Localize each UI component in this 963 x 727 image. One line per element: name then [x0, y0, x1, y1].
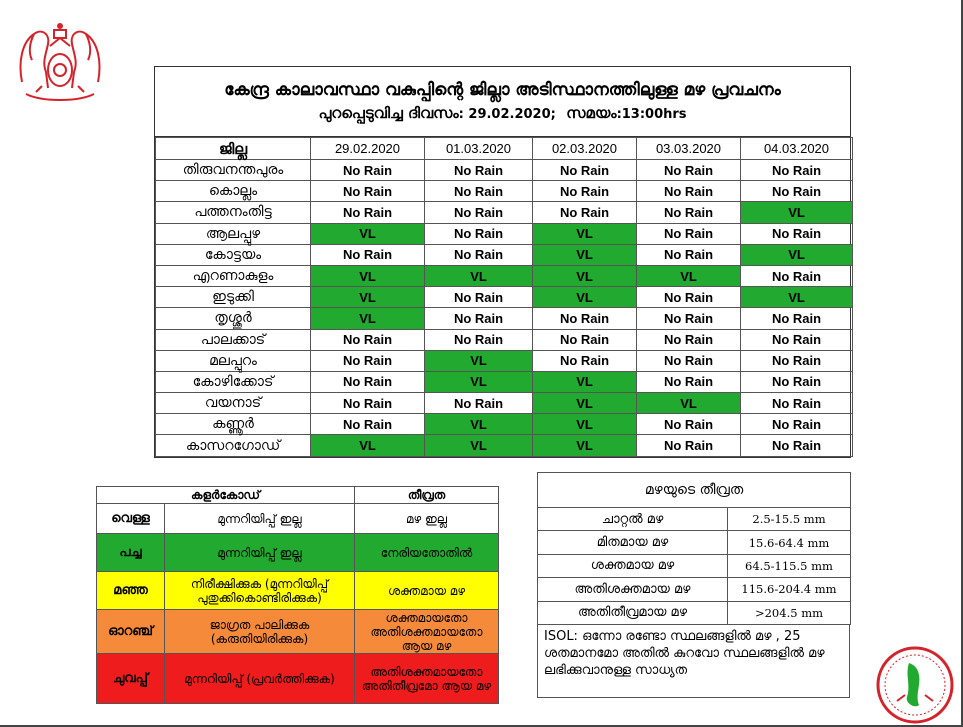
forecast-cell: No Rain	[637, 435, 741, 456]
forecast-cell: VL	[425, 265, 533, 286]
forecast-cell: No Rain	[425, 308, 533, 329]
forecast-cell: No Rain	[533, 202, 637, 223]
forecast-cell: VL	[425, 371, 533, 392]
forecast-cell: No Rain	[311, 329, 425, 350]
forecast-cell: No Rain	[637, 371, 741, 392]
forecast-cell: No Rain	[311, 181, 425, 202]
district-name: തിരുവനന്തപുരം	[156, 160, 311, 181]
time-value: :13:00hrs	[616, 107, 687, 122]
district-name: ഇടുക്കി	[156, 287, 311, 308]
district-name: മലപ്പുറം	[156, 350, 311, 371]
forecast-cell: VL	[311, 287, 425, 308]
time-label: സമയം	[566, 104, 617, 122]
district-column-header: ജില്ല	[156, 138, 311, 160]
forecast-cell: VL	[741, 202, 853, 223]
legend-meaning: മുന്നറിയിപ്പ് (പ്രവർത്തിക്കുക)	[165, 654, 355, 704]
forecast-panel	[154, 66, 851, 458]
forecast-cell: No Rain	[425, 202, 533, 223]
issued-label: പുറപ്പെടുവിച്ച ദിവസം	[318, 104, 459, 122]
forecast-cell: No Rain	[637, 160, 741, 181]
intensity-row	[538, 601, 851, 624]
forecast-cell: No Rain	[533, 308, 637, 329]
forecast-row	[156, 244, 853, 265]
forecast-cell: No Rain	[533, 350, 637, 371]
forecast-cell: No Rain	[741, 435, 853, 456]
forecast-cell: VL	[311, 265, 425, 286]
forecast-cell: No Rain	[425, 244, 533, 265]
forecast-cell: No Rain	[533, 181, 637, 202]
forecast-cell: No Rain	[637, 202, 741, 223]
intensity-title: മഴയുടെ തീവ്രത	[538, 473, 851, 508]
forecast-cell: No Rain	[311, 350, 425, 371]
forecast-cell: No Rain	[311, 202, 425, 223]
forecast-cell: VL	[741, 244, 853, 265]
forecast-cell: VL	[311, 223, 425, 244]
intensity-category: മിതമായ മഴ	[538, 531, 728, 554]
forecast-cell: No Rain	[637, 287, 741, 308]
district-name: കോട്ടയം	[156, 244, 311, 265]
intensity-row	[538, 531, 851, 554]
district-name: കാസറഗോഡ്	[156, 435, 311, 456]
forecast-cell: VL	[533, 244, 637, 265]
forecast-table	[155, 137, 853, 457]
forecast-cell: No Rain	[311, 244, 425, 265]
legend-severity: ശക്തമായതോ അതിശക്തമായതോ ആയ മഴ	[355, 610, 499, 654]
forecast-cell: VL	[425, 414, 533, 435]
forecast-row	[156, 181, 853, 202]
forecast-cell: VL	[425, 435, 533, 456]
forecast-cell: No Rain	[637, 329, 741, 350]
forecast-cell: No Rain	[311, 371, 425, 392]
forecast-cell: No Rain	[425, 181, 533, 202]
legend-row-white	[97, 504, 499, 534]
forecast-cell: VL	[533, 414, 637, 435]
forecast-cell: No Rain	[425, 329, 533, 350]
legend-row-orange	[97, 610, 499, 654]
date-column-header: 02.03.2020	[533, 138, 637, 160]
forecast-cell: VL	[311, 308, 425, 329]
forecast-row	[156, 414, 853, 435]
district-name: പാലക്കാട്	[156, 329, 311, 350]
forecast-cell: No Rain	[425, 393, 533, 414]
legend-color-name: വെള്ള	[97, 504, 165, 534]
imd-logo-icon	[875, 645, 955, 725]
isol-note: ISOL: ഒന്നോ രണ്ടോ സ്ഥലങ്ങളിൽ മഴ , 25 ശതമാനമോ അതിൽ കുറവോ സ്ഥലങ്ങളിൽ മഴ ലഭിക്കുവാനുള്ള സാധ്യത	[537, 624, 850, 698]
forecast-cell: No Rain	[311, 160, 425, 181]
forecast-cell: VL	[533, 223, 637, 244]
forecast-row	[156, 393, 853, 414]
forecast-row	[156, 308, 853, 329]
issued-date: : 29.02.2020;	[458, 107, 556, 122]
rain-intensity-table	[537, 472, 851, 625]
date-column-header: 03.03.2020	[637, 138, 741, 160]
forecast-body	[156, 160, 853, 457]
forecast-row	[156, 371, 853, 392]
forecast-row	[156, 329, 853, 350]
legend-severity: ശക്തമായ മഴ	[355, 572, 499, 610]
legend-meaning: ജാഗ്രത പാലിക്കുക (കരുതിയിരിക്കുക)	[165, 610, 355, 654]
intensity-header-row	[538, 473, 851, 508]
intensity-range: 2.5-15.5 mm	[728, 508, 851, 531]
forecast-cell: VL	[637, 265, 741, 286]
district-name: ആലപ്പുഴ	[156, 223, 311, 244]
intensity-row	[538, 554, 851, 577]
forecast-header	[155, 67, 850, 137]
intensity-category: ചാറ്റൽ മഴ	[538, 508, 728, 531]
forecast-cell: VL	[425, 350, 533, 371]
legend-meaning: നിരീക്ഷിക്കുക (മുന്നറിയിപ്പ് പുതുക്കികൊണ്ടിരിക്കുക)	[165, 572, 355, 610]
forecast-cell: No Rain	[637, 350, 741, 371]
district-name: കൊല്ലം	[156, 181, 311, 202]
forecast-cell: No Rain	[637, 308, 741, 329]
forecast-cell: No Rain	[741, 265, 853, 286]
forecast-cell: No Rain	[637, 223, 741, 244]
intensity-range: >204.5 mm	[728, 601, 851, 624]
forecast-title: കേന്ദ്ര കാലാവസ്ഥാ വകുപ്പിന്റെ ജില്ലാ അടിസ്ഥാനത്തിലുള്ള മഴ പ്രവചനം	[224, 80, 781, 100]
legend-color-name: പച്ച	[97, 534, 165, 572]
forecast-row	[156, 202, 853, 223]
forecast-cell: VL	[533, 393, 637, 414]
legend-header-code: കളർകോഡ്	[97, 487, 355, 504]
intensity-row	[538, 508, 851, 531]
legend-severity: നേരിയതോതിൽ	[355, 534, 499, 572]
forecast-cell: No Rain	[637, 414, 741, 435]
legend-row-yellow	[97, 572, 499, 610]
forecast-cell: No Rain	[533, 160, 637, 181]
date-column-header: 29.02.2020	[311, 138, 425, 160]
forecast-cell: VL	[637, 393, 741, 414]
legend-severity: മഴ ഇല്ല	[355, 504, 499, 534]
forecast-cell: No Rain	[741, 223, 853, 244]
legend-header-row	[97, 487, 499, 504]
intensity-category: അതിതീവ്രമായ മഴ	[538, 601, 728, 624]
district-name: പത്തനംതിട്ട	[156, 202, 311, 223]
legend-row-red	[97, 654, 499, 704]
district-name: വയനാട്	[156, 393, 311, 414]
forecast-row	[156, 435, 853, 456]
forecast-cell: No Rain	[741, 350, 853, 371]
forecast-cell: No Rain	[741, 329, 853, 350]
forecast-cell: No Rain	[533, 329, 637, 350]
intensity-range: 64.5-115.5 mm	[728, 554, 851, 577]
forecast-cell: VL	[533, 287, 637, 308]
forecast-cell: VL	[533, 371, 637, 392]
intensity-range: 15.6-64.4 mm	[728, 531, 851, 554]
intensity-row	[538, 578, 851, 601]
forecast-row	[156, 350, 853, 371]
forecast-cell: No Rain	[741, 371, 853, 392]
legend-severity: അതിശക്തമായതോ അതിതീവ്രമോ ആയ മഴ	[355, 654, 499, 704]
legend-color-name: ഓറഞ്ച്	[97, 610, 165, 654]
forecast-row	[156, 223, 853, 244]
date-column-header: 01.03.2020	[425, 138, 533, 160]
forecast-cell: No Rain	[311, 414, 425, 435]
color-code-legend	[96, 486, 499, 704]
forecast-cell: No Rain	[425, 160, 533, 181]
forecast-cell: No Rain	[311, 393, 425, 414]
forecast-cell: VL	[311, 435, 425, 456]
legend-row-green	[97, 534, 499, 572]
issued-line	[155, 101, 850, 127]
forecast-cell: No Rain	[741, 393, 853, 414]
legend-meaning: മുന്നറിയിപ്പ് ഇല്ല	[165, 534, 355, 572]
district-name: കോഴിക്കോട്	[156, 371, 311, 392]
forecast-row	[156, 160, 853, 181]
forecast-cell: VL	[533, 265, 637, 286]
forecast-row	[156, 265, 853, 286]
forecast-header-row	[156, 138, 853, 160]
forecast-cell: VL	[533, 435, 637, 456]
forecast-cell: No Rain	[637, 244, 741, 265]
forecast-cell: No Rain	[425, 223, 533, 244]
legend-meaning: മുന്നറിയിപ്പ് ഇല്ല	[165, 504, 355, 534]
forecast-cell: No Rain	[741, 160, 853, 181]
legend-color-name: മഞ്ഞ	[97, 572, 165, 610]
forecast-cell: No Rain	[425, 287, 533, 308]
forecast-cell: VL	[741, 287, 853, 308]
forecast-cell: No Rain	[741, 414, 853, 435]
forecast-cell: No Rain	[741, 181, 853, 202]
forecast-cell: No Rain	[637, 181, 741, 202]
district-name: കണ്ണൂർ	[156, 414, 311, 435]
district-name: എറണാകുളം	[156, 265, 311, 286]
legend-header-severity: തീവ്രത	[355, 487, 499, 504]
intensity-range: 115.6-204.4 mm	[728, 578, 851, 601]
intensity-category: അതിശക്തമായ മഴ	[538, 578, 728, 601]
forecast-row	[156, 287, 853, 308]
kerala-emblem-icon	[12, 12, 108, 108]
date-column-header: 04.03.2020	[741, 138, 853, 160]
intensity-category: ശക്തമായ മഴ	[538, 554, 728, 577]
forecast-cell: No Rain	[741, 308, 853, 329]
district-name: തൃശ്ശൂർ	[156, 308, 311, 329]
legend-color-name: ചുവപ്പ്	[97, 654, 165, 704]
